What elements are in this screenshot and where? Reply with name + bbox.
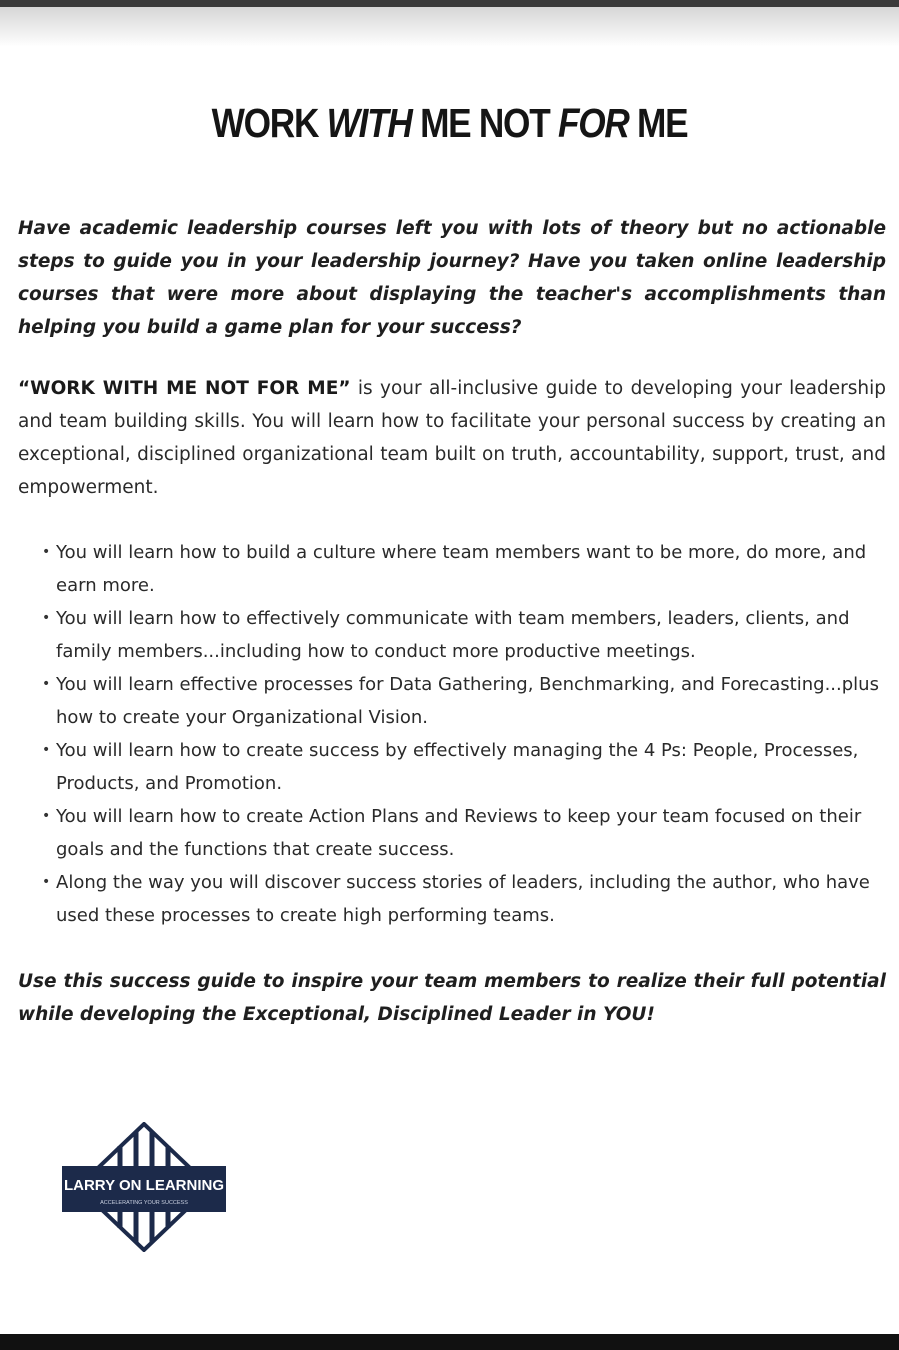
description-lead: “WORK WITH ME NOT FOR ME” <box>18 378 351 399</box>
title-part-5: ME <box>628 100 688 146</box>
list-item: • You will learn how to create success by effectively managing the 4 Ps: People, Processes, Products, and Promotion. <box>40 734 890 800</box>
title-part-3: ME NOT <box>411 100 558 146</box>
list-item: • You will learn effective processes for Data Gathering, Benchmarking, and Forecasting...plus how to create your Organizational Vision. <box>40 668 890 734</box>
book-title <box>63 100 836 147</box>
description-paragraph <box>18 372 886 504</box>
list-item: • Along the way you will discover success stories of leaders, including the author, who have used these processes to create high performing teams. <box>40 866 890 932</box>
larry-on-learning-logo <box>60 1122 228 1252</box>
list-item: • You will learn how to create Action Plans and Reviews to keep your team focused on their goals and the functions that create success. <box>40 800 890 866</box>
logo-tagline: ACCELERATING YOUR SUCCESS <box>100 1200 188 1206</box>
title-emphasis-with: WITH <box>326 100 412 146</box>
top-shadow <box>0 7 899 47</box>
list-item: • You will learn how to build a culture where team members want to be more, do more, and earn more. <box>40 536 890 602</box>
top-bar <box>0 0 899 7</box>
logo-text: LARRY ON LEARNING <box>63 1177 225 1194</box>
bottom-bar <box>0 1334 899 1350</box>
benefits-list <box>40 536 890 932</box>
intro-paragraph: Have academic leadership courses left you with lots of theory but no actionable steps to guide you in your leadership journey? Have you taken online leadership courses that were more about displaying the teacher's accomplishments than helping you build a game plan for your success? <box>18 218 886 338</box>
title-emphasis-for: FOR <box>557 100 629 146</box>
title-part-1: WORK <box>211 100 327 146</box>
closing-paragraph: Use this success guide to inspire your team members to realize their full potential while developing the Exceptional, Disciplined Leader in YOU! <box>18 971 886 1025</box>
list-item: • You will learn how to effectively communicate with team members, leaders, clients, and family members...including how to conduct more productive meetings. <box>40 602 890 668</box>
description-text: is your all-inclusive guide to developing your leadership and team building skills. You will learn how to facilitate your personal success by creating an exceptional, disciplined organizational team built on truth, accountability, support, trust, and empowerment. <box>18 378 886 498</box>
